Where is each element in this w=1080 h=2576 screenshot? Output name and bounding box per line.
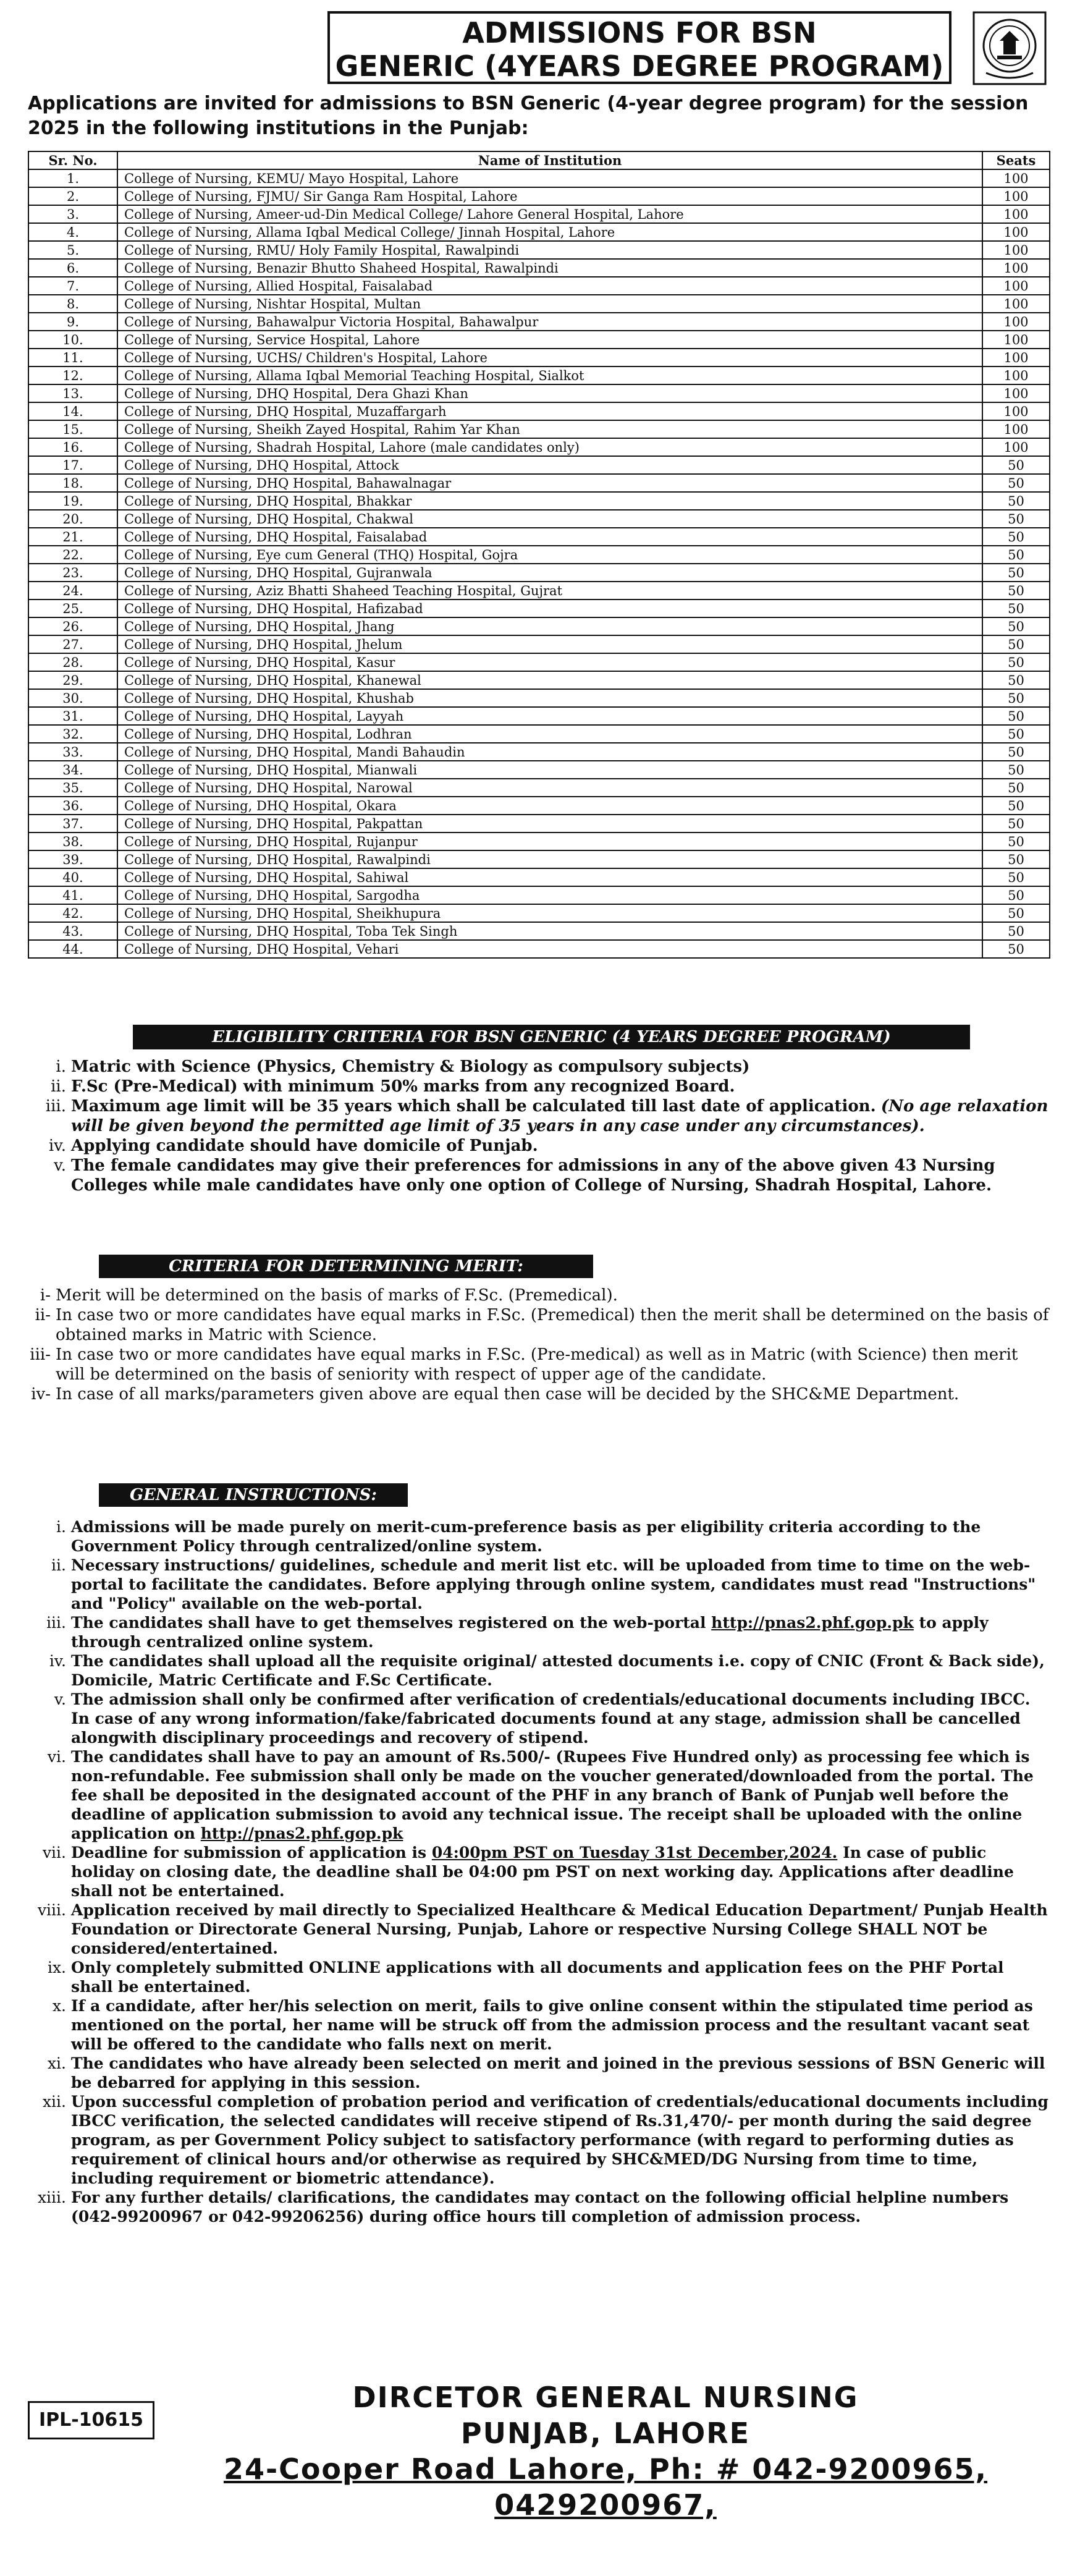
list-item-text: Applying candidate should have domicile of Punjab. [71,1137,538,1155]
footer-line-3: 24-Cooper Road Lahore, Ph: # 042-9200965, [223,2452,988,2486]
table-row [28,886,1050,904]
table-cell-sr: 29. [28,671,117,689]
list-item-text: If a candidate, after her/his selection on merit, fails to give online consent within the stipulated time period as mentioned on the portal, her name will be struck off from the admission process and the resultant vacant seat will be offered to the candidate who falls next on merit. [71,1997,1033,2053]
list-item-number: ii- [35,1306,51,1324]
table-cell-sr: 30. [28,689,117,707]
table-cell-seats: 50 [982,546,1050,564]
list-item-text: Only completely submitted ONLINE applications with all documents and application fees on the PHF Portal shall be entertained. [71,1959,1004,1996]
list-item-number: v. [54,1156,66,1175]
list-item-link[interactable]: http://pnas2.phf.gop.pk [200,1824,403,1842]
list-item-text-after: to apply through centralized online system. [71,1614,989,1651]
table-cell-name: College of Nursing, DHQ Hospital, Narowal [117,779,982,797]
header-seats: Seats [982,151,1050,169]
list-item-text: Maximum age limit will be 35 years which shall be calculated till last date of application. [71,1097,876,1116]
list-item-text: In case two or more candidates have equal marks in F.Sc. (Premedical) then the merit shall be determined on the basis of obtained marks in Matric with Science. [56,1306,1049,1344]
table-cell-seats: 50 [982,510,1050,528]
table-cell-seats: 50 [982,886,1050,904]
table-cell-name: College of Nursing, DHQ Hospital, Toba Tek Singh [117,922,982,940]
list-item-number: iii. [46,1614,66,1632]
table-cell-name: College of Nursing, Benazir Bhutto Shaheed Hospital, Rawalpindi [117,259,982,277]
table-row [28,223,1050,241]
table-row [28,582,1050,600]
general-heading: GENERAL INSTRUCTIONS: [99,1483,408,1507]
footer-address [161,2379,1050,2523]
table-cell-name: College of Nursing, Sheikh Zayed Hospital, Rahim Yar Khan [117,420,982,438]
table-row [28,564,1050,582]
table-row [28,815,1050,833]
table-cell-name: College of Nursing, DHQ Hospital, Bhakkar [117,492,982,510]
table-cell-seats: 50 [982,761,1050,779]
list-item [28,1096,1050,1136]
table-cell-seats: 100 [982,402,1050,420]
footer-line-2: PUNJAB, LAHORE [460,2417,751,2450]
table-cell-sr: 16. [28,438,117,456]
table-row [28,689,1050,707]
list-item-number: iv. [49,1652,66,1670]
table-cell-name: College of Nursing, DHQ Hospital, Jhelum [117,635,982,653]
title-line-2: GENERIC (4YEARS DEGREE PROGRAM) [335,49,944,83]
table-row [28,187,1050,205]
list-item-text: Application received by mail directly to Specialized Healthcare & Medical Education Department/ Punjab Health Foundation or Directorate General Nursing, Punjab, Lahore or respective Nursing College SHALL NOT be considered/entertained. [71,1901,1048,1957]
table-row [28,600,1050,617]
table-row [28,420,1050,438]
table-row [28,779,1050,797]
table-row [28,402,1050,420]
government-emblem-icon [972,11,1047,85]
table-cell-sr: 11. [28,349,117,366]
table-cell-sr: 21. [28,528,117,546]
list-item [28,2188,1050,2226]
list-item-number: i. [56,1057,66,1076]
table-cell-seats: 100 [982,313,1050,331]
table-cell-name: College of Nursing, Allama Iqbal Memorial Teaching Hospital, Sialkot [117,366,982,384]
table-row [28,922,1050,940]
table-row [28,546,1050,564]
table-cell-sr: 25. [28,600,117,617]
table-row [28,295,1050,313]
title-line-1: ADMISSIONS FOR BSN [462,16,817,49]
table-cell-seats: 50 [982,850,1050,868]
table-cell-seats: 100 [982,420,1050,438]
table-cell-sr: 22. [28,546,117,564]
list-item [28,1996,1050,2054]
table-cell-sr: 7. [28,277,117,295]
list-item-number: i- [40,1286,51,1305]
table-row [28,833,1050,850]
table-cell-seats: 100 [982,259,1050,277]
table-cell-name: College of Nursing, DHQ Hospital, Bahawalnagar [117,474,982,492]
table-row [28,366,1050,384]
ipl-code-box: IPL-10615 [28,2401,154,2439]
table-cell-sr: 8. [28,295,117,313]
list-item-number: xi. [47,2054,66,2072]
list-item-number: iv. [48,1137,66,1155]
header-name: Name of Institution [117,151,982,169]
list-item-number: xii. [42,2093,66,2111]
list-item-text: Necessary instructions/ guidelines, schedule and merit list etc. will be uploaded from time to time on the web-portal to facilitate the candidates. Before applying through online system, candidates must read "Instructions" and "Policy" available on the web-portal. [71,1556,1036,1612]
list-item [28,1690,1050,1747]
institutions-table-body [28,169,1050,958]
table-row [28,868,1050,886]
list-item-text: In case of all marks/parameters given above are equal then case will be decided by the SHC&ME Department. [56,1385,960,1404]
table-cell-name: College of Nursing, KEMU/ Mayo Hospital, Lahore [117,169,982,187]
table-cell-seats: 100 [982,241,1050,259]
table-cell-name: College of Nursing, DHQ Hospital, Vehari [117,940,982,958]
list-item-text: Matric with Science (Physics, Chemistry & Biology as compulsory subjects) [71,1057,750,1076]
table-row [28,671,1050,689]
table-cell-name: College of Nursing, DHQ Hospital, Khushab [117,689,982,707]
table-cell-name: College of Nursing, DHQ Hospital, Gujranwala [117,564,982,582]
table-cell-sr: 43. [28,922,117,940]
table-cell-sr: 17. [28,456,117,474]
table-cell-name: College of Nursing, DHQ Hospital, Hafizabad [117,600,982,617]
table-cell-sr: 27. [28,635,117,653]
table-row [28,474,1050,492]
list-item-text: The candidates shall upload all the requisite original/ attested documents i.e. copy of CNIC (Front & Back side), Domicile, Matric Certificate and F.Sc Certificate. [71,1652,1045,1689]
table-row [28,850,1050,868]
footer-line-4: 0429200967, [494,2488,717,2522]
list-item-number: xiii. [37,2188,66,2206]
table-cell-name: College of Nursing, RMU/ Holy Family Hospital, Rawalpindi [117,241,982,259]
table-cell-seats: 50 [982,940,1050,958]
table-row [28,653,1050,671]
table-cell-name: College of Nursing, Eye cum General (THQ) Hospital, Gojra [117,546,982,564]
list-item [12,1286,1050,1305]
table-cell-seats: 50 [982,797,1050,815]
table-cell-name: College of Nursing, DHQ Hospital, Lodhran [117,725,982,743]
table-cell-sr: 31. [28,707,117,725]
table-cell-seats: 100 [982,277,1050,295]
list-item-emphasis: (No age relaxation will be given beyond the permitted age limit of 35 years in any case under any circumstances). [71,1097,1048,1135]
table-cell-sr: 41. [28,886,117,904]
table-cell-seats: 50 [982,456,1050,474]
table-cell-sr: 2. [28,187,117,205]
table-cell-sr: 38. [28,833,117,850]
table-cell-name: College of Nursing, DHQ Hospital, Mandi Bahaudin [117,743,982,761]
table-row [28,635,1050,653]
table-cell-sr: 13. [28,384,117,402]
list-item-link[interactable]: http://pnas2.phf.gop.pk [711,1614,914,1632]
table-cell-name: College of Nursing, DHQ Hospital, Dera Ghazi Khan [117,384,982,402]
table-row [28,528,1050,546]
list-item-text: Upon successful completion of probation period and verification of credentials/educational documents including IBCC verification, the selected candidates will receive stipend of Rs.31,470/- per month during the said degree program, as per Government Policy subject to satisfactory performance (with regard to performing duties as requirement of clinical hours and/or otherwise as required by SHC&MED/DG Nursing from time to time, including requirement or biometric attendance). [71,2093,1048,2187]
table-cell-seats: 50 [982,671,1050,689]
list-item-text: The candidates shall have to pay an amount of Rs.500/- (Rupees Five Hundred only) as processing fee which is non-refundable. Fee submission shall only be made on the voucher generated/downloaded from the portal. The fee shall be deposited in the designated account of the PHF in any branch of Bank of Punjab well before the deadline of application submission to avoid any technical issue. The receipt shall be uploaded with the online application on [71,1748,1034,1842]
table-cell-name: College of Nursing, Nishtar Hospital, Multan [117,295,982,313]
list-item-text: In case two or more candidates have equal marks in F.Sc. (Pre-medical) as well as in Matric (with Science) then merit will be determined on the basis of seniority with respect of upper age of the candidate. [56,1345,1018,1384]
list-item-number: i. [56,1518,66,1536]
table-cell-seats: 50 [982,743,1050,761]
table-cell-seats: 50 [982,904,1050,922]
table-row [28,492,1050,510]
table-cell-sr: 40. [28,868,117,886]
table-row [28,277,1050,295]
table-cell-name: College of Nursing, DHQ Hospital, Okara [117,797,982,815]
table-cell-name: College of Nursing, FJMU/ Sir Ganga Ram Hospital, Lahore [117,187,982,205]
merit-list [12,1286,1050,1404]
table-cell-seats: 100 [982,349,1050,366]
table-cell-name: College of Nursing, Allied Hospital, Faisalabad [117,277,982,295]
table-row [28,169,1050,187]
table-row [28,313,1050,331]
list-item-number: ix. [47,1959,66,1976]
eligibility-heading: ELIGIBILITY CRITERIA FOR BSN GENERIC (4 YEARS DEGREE PROGRAM) [133,1025,970,1049]
table-cell-sr: 39. [28,850,117,868]
list-item [28,1556,1050,1613]
table-cell-seats: 50 [982,725,1050,743]
table-cell-seats: 50 [982,833,1050,850]
general-instructions-list [28,1517,1050,2226]
list-item [12,1305,1050,1345]
table-cell-name: College of Nursing, DHQ Hospital, Muzaffargarh [117,402,982,420]
table-cell-seats: 100 [982,384,1050,402]
table-cell-sr: 28. [28,653,117,671]
intro-paragraph: Applications are invited for admissions to BSN Generic (4-year degree program) for the session 2025 in the following institutions in the Punjab: [28,93,1029,139]
table-cell-seats: 100 [982,187,1050,205]
table-row [28,438,1050,456]
table-cell-name: College of Nursing, DHQ Hospital, Rujanpur [117,833,982,850]
table-cell-sr: 26. [28,617,117,635]
table-cell-sr: 14. [28,402,117,420]
eligibility-list [28,1057,1050,1195]
table-row [28,384,1050,402]
table-cell-seats: 50 [982,922,1050,940]
list-item [28,2092,1050,2188]
table-cell-name: College of Nursing, DHQ Hospital, Chakwal [117,510,982,528]
table-cell-name: College of Nursing, Allama Iqbal Medical College/ Jinnah Hospital, Lahore [117,223,982,241]
list-item-number: iii- [30,1345,51,1364]
table-cell-seats: 50 [982,653,1050,671]
table-cell-sr: 20. [28,510,117,528]
table-cell-name: College of Nursing, DHQ Hospital, Sargodha [117,886,982,904]
table-row [28,940,1050,958]
table-cell-name: College of Nursing, DHQ Hospital, Attock [117,456,982,474]
list-item [28,2054,1050,2092]
list-item-number: v. [54,1690,66,1708]
list-item [28,1900,1050,1958]
table-cell-seats: 50 [982,689,1050,707]
table-row [28,617,1050,635]
table-row [28,205,1050,223]
table-cell-name: College of Nursing, DHQ Hospital, Faisalabad [117,528,982,546]
table-cell-name: College of Nursing, DHQ Hospital, Pakpattan [117,815,982,833]
table-cell-sr: 18. [28,474,117,492]
list-item-number: x. [52,1997,66,2015]
table-cell-seats: 100 [982,438,1050,456]
table-row [28,456,1050,474]
list-item [28,1651,1050,1690]
table-cell-seats: 50 [982,528,1050,546]
table-cell-sr: 32. [28,725,117,743]
table-cell-sr: 10. [28,331,117,349]
list-item [28,1057,1050,1077]
table-cell-name: College of Nursing, Aziz Bhatti Shaheed Teaching Hospital, Gujrat [117,582,982,600]
table-cell-seats: 100 [982,366,1050,384]
table-cell-seats: 100 [982,223,1050,241]
list-item [12,1384,1050,1404]
table-row [28,241,1050,259]
merit-heading: CRITERIA FOR DETERMINING MERIT: [99,1255,593,1278]
table-cell-sr: 15. [28,420,117,438]
table-cell-name: College of Nursing, Shadrah Hospital, Lahore (male candidates only) [117,438,982,456]
list-item [28,1958,1050,1996]
list-item-text: The candidates shall have to get themselves registered on the web-portal [71,1614,712,1632]
table-cell-name: College of Nursing, DHQ Hospital, Kasur [117,653,982,671]
table-row [28,259,1050,277]
table-cell-sr: 33. [28,743,117,761]
table-row [28,761,1050,779]
table-row [28,725,1050,743]
table-cell-name: College of Nursing, DHQ Hospital, Layyah [117,707,982,725]
list-item-text: For any further details/ clarifications, the candidates may contact on the following official helpline numbers (042-99200967 or 042-99206256) during office hours till completion of admission process. [71,2188,1009,2226]
list-item-number: viii. [37,1901,66,1919]
list-item [28,1613,1050,1651]
table-cell-sr: 5. [28,241,117,259]
table-row [28,349,1050,366]
list-item-number: iii. [45,1097,66,1116]
table-cell-sr: 23. [28,564,117,582]
institutions-table [28,151,1050,959]
table-cell-seats: 50 [982,779,1050,797]
table-cell-sr: 3. [28,205,117,223]
table-cell-seats: 50 [982,564,1050,582]
table-cell-seats: 50 [982,617,1050,635]
list-item-text: The admission shall only be confirmed after verification of credentials/educational documents including IBCC. In case of any wrong information/fake/fabricated documents found at any stage, admission shall be cancelled alongwith disciplinary proceedings and recovery of stipend. [71,1690,1031,1747]
table-cell-name: College of Nursing, DHQ Hospital, Rawalpindi [117,850,982,868]
list-item-text: Merit will be determined on the basis of marks of F.Sc. (Premedical). [56,1286,618,1305]
list-item-text: Deadline for submission of application is [71,1844,432,1862]
list-item-number: vi. [47,1748,66,1766]
list-item-link[interactable]: 04:00pm PST on Tuesday 31st December,2024. [431,1844,838,1862]
table-cell-sr: 35. [28,779,117,797]
header-sr-no: Sr. No. [28,151,117,169]
list-item [28,1136,1050,1156]
table-cell-name: College of Nursing, Ameer-ud-Din Medical College/ Lahore General Hospital, Lahore [117,205,982,223]
table-row [28,707,1050,725]
title-box [327,11,951,84]
table-row [28,510,1050,528]
list-item-text: F.Sc (Pre-Medical) with minimum 50% marks from any recognized Board. [71,1077,735,1096]
table-cell-seats: 50 [982,635,1050,653]
table-row [28,743,1050,761]
list-item-number: ii. [51,1077,66,1096]
list-item [28,1517,1050,1556]
table-cell-seats: 100 [982,205,1050,223]
table-cell-seats: 50 [982,707,1050,725]
table-header-row [28,151,1050,169]
list-item [28,1156,1050,1195]
table-cell-name: College of Nursing, DHQ Hospital, Mianwali [117,761,982,779]
table-cell-sr: 44. [28,940,117,958]
table-cell-name: College of Nursing, UCHS/ Children's Hospital, Lahore [117,349,982,366]
table-cell-seats: 50 [982,600,1050,617]
table-cell-sr: 42. [28,904,117,922]
list-item-text-after: In case of public holiday on closing date, the deadline shall be 04:00 pm PST on next working day. Applications after deadline shall not be entertained. [71,1844,1014,1900]
table-cell-seats: 100 [982,331,1050,349]
list-item [28,1843,1050,1900]
table-cell-sr: 36. [28,797,117,815]
table-cell-seats: 50 [982,815,1050,833]
table-cell-seats: 100 [982,295,1050,313]
table-cell-sr: 12. [28,366,117,384]
table-cell-sr: 37. [28,815,117,833]
table-cell-sr: 1. [28,169,117,187]
list-item-number: vii. [42,1844,66,1862]
table-cell-seats: 50 [982,474,1050,492]
table-cell-seats: 50 [982,868,1050,886]
list-item [28,1747,1050,1843]
table-cell-name: College of Nursing, DHQ Hospital, Jhang [117,617,982,635]
table-cell-sr: 24. [28,582,117,600]
table-cell-seats: 50 [982,492,1050,510]
list-item-number: ii. [51,1556,66,1574]
table-cell-name: College of Nursing, Bahawalpur Victoria Hospital, Bahawalpur [117,313,982,331]
list-item-text: The candidates who have already been selected on merit and joined in the previous sessions of BSN Generic will be debarred for applying in this session. [71,2054,1045,2091]
table-row [28,331,1050,349]
list-item-text: The female candidates may give their preferences for admissions in any of the above given 43 Nursing Colleges while male candidates have only one option of College of Nursing, Shadrah Hospital, Lahore. [71,1156,995,1195]
table-cell-sr: 19. [28,492,117,510]
table-cell-name: College of Nursing, Service Hospital, Lahore [117,331,982,349]
table-cell-sr: 6. [28,259,117,277]
table-row [28,904,1050,922]
table-cell-name: College of Nursing, DHQ Hospital, Sahiwal [117,868,982,886]
list-item [12,1345,1050,1384]
table-cell-name: College of Nursing, DHQ Hospital, Sheikhupura [117,904,982,922]
footer-line-1: DIRCETOR GENERAL NURSING [352,2381,859,2414]
list-item [28,1077,1050,1096]
table-cell-sr: 9. [28,313,117,331]
table-cell-sr: 4. [28,223,117,241]
table-row [28,797,1050,815]
table-cell-name: College of Nursing, DHQ Hospital, Khanewal [117,671,982,689]
table-cell-seats: 100 [982,169,1050,187]
list-item-text: Admissions will be made purely on merit-cum-preference basis as per eligibility criteria according to the Government Policy through centralized/online system. [71,1518,981,1555]
table-cell-sr: 34. [28,761,117,779]
list-item-number: iv- [31,1385,51,1404]
table-cell-seats: 50 [982,582,1050,600]
